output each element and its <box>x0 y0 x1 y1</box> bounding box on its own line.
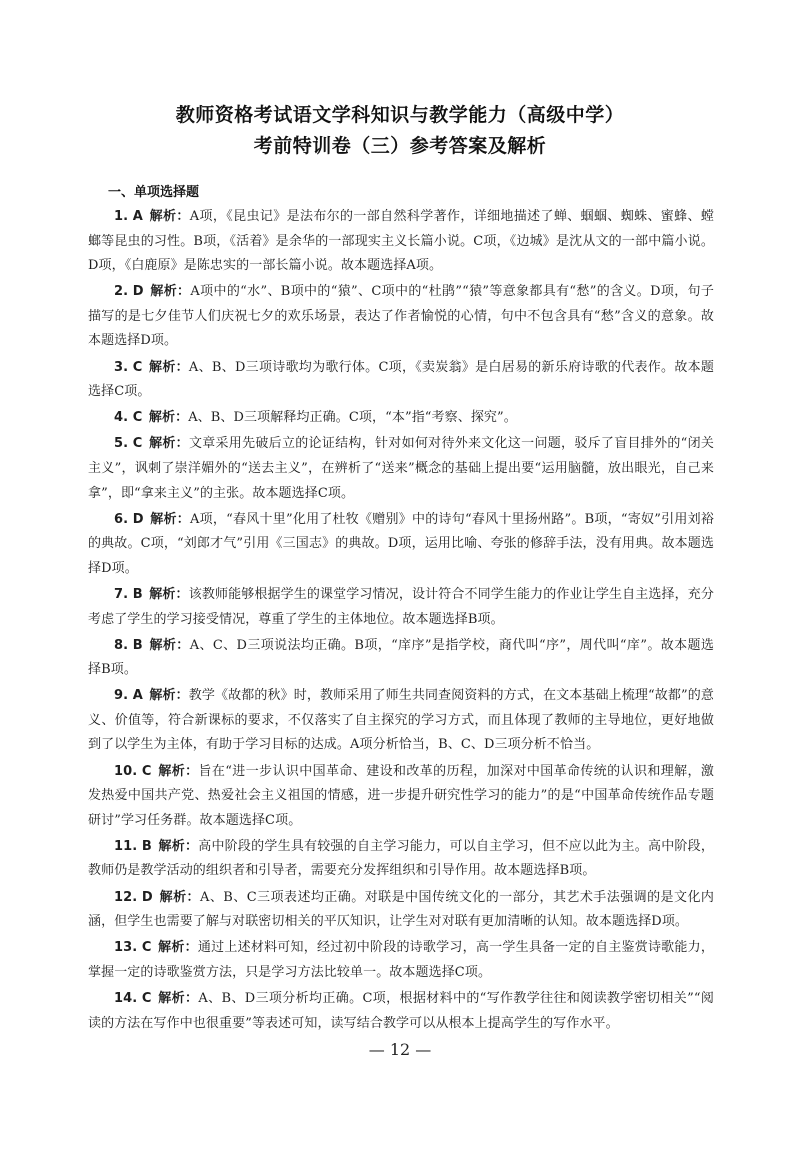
item-number: 2. <box>114 284 129 300</box>
item-answer: B <box>132 637 143 653</box>
page-title: 教师资格考试语文学科知识与教学能力（高级中学） <box>175 104 625 126</box>
item-answer: C <box>132 436 143 452</box>
answer-item <box>88 280 714 354</box>
item-answer: D <box>141 889 153 905</box>
analysis-label: 解析： <box>158 838 199 854</box>
analysis-label: 解析： <box>158 940 198 956</box>
section-heading: 一、单项选择题 <box>108 185 200 200</box>
item-explanation: A、B、D三项诗歌均为歌行体。C项，《卖炭翁》是白居易的新乐府诗歌的代表作。故本题选择C项。 <box>88 359 714 400</box>
answer-item <box>88 634 714 683</box>
analysis-label: 解析： <box>158 990 199 1006</box>
item-explanation: A、B、D三项解释均正确。C项，“本”指“考察、探究”。 <box>188 410 517 426</box>
item-answer: C <box>132 410 143 426</box>
item-answer: B <box>132 586 143 602</box>
answer-item <box>88 684 714 758</box>
item-answer: B <box>141 838 152 854</box>
analysis-label: 解析： <box>158 763 199 779</box>
analysis-label: 解析： <box>150 284 191 300</box>
item-number: 8. <box>114 637 129 653</box>
item-explanation: A、B、C三项表述均正确。对联是中国传统文化的一部分，其艺术手法强调的是文化内涵，但学生也需要了解与对联密切相关的平仄知识，让学生对对联有更加清晰的认知。故本题选择D项。 <box>88 889 714 930</box>
answer-list <box>88 205 714 1038</box>
item-explanation: 旨在“进一步认识中国革命、建设和改革的历程，加深对中国革命传统的认识和理解，激发热爱中国共产党、热爱社会主义祖国的情感，进一步提升研究性学习的能力”的是“中国革命传统作品专题研讨”学习任务群。故本题选择C项。 <box>88 763 715 828</box>
item-explanation: A、C、D三项说法均正确。B项，“庠序”是指学校，商代叫“序”，周代叫“庠”。故本题选择B项。 <box>88 637 714 678</box>
item-number: 3. <box>114 359 129 375</box>
analysis-label: 解析： <box>149 209 190 224</box>
answer-item <box>88 583 714 632</box>
answer-item <box>88 886 714 935</box>
page-subtitle: 考前特训卷（三）参考答案及解析 <box>253 135 547 157</box>
item-number: 5. <box>114 436 129 452</box>
analysis-label: 解析： <box>149 637 190 653</box>
item-explanation: A项中的“水”、B项中的“猿”、C项中的“杜鹃”“猿”等意象都具有“愁”的含义。D项，句子描写的是七夕佳节人们庆祝七夕的欢乐场景，表达了作者愉悦的心情，句中不包含具有“愁”含义的意象。故本题选择D项。 <box>88 284 714 349</box>
analysis-label: 解析： <box>159 889 200 905</box>
answer-item <box>88 936 714 985</box>
item-explanation: A、B、D三项分析均正确。C项，根据材料中的“写作教学往往和阅读教学密切相关”“阅读的方法在写作中也很重要”等表述可知，读写结合教学可以从根本上提高学生的写作水平。 <box>88 990 714 1031</box>
item-answer: C <box>141 940 152 956</box>
item-number: 11. <box>114 838 138 854</box>
answer-item <box>88 508 714 582</box>
answer-item <box>88 432 714 506</box>
answer-item <box>88 205 714 279</box>
answer-item <box>88 760 714 834</box>
item-explanation: 教学《故都的秋》时，教师采用了师生共同查阅资料的方式，在文本基础上梳理“故都”的意义、价值等，符合新课标的要求，不仅落实了自主探究的学习方式，而且体现了教师的主导地位，更好地做到了以学生为主体，有助于学习目标的达成。A项分析恰当，B、C、D三项分析不恰当。 <box>88 688 714 753</box>
analysis-label: 解析： <box>149 688 189 704</box>
item-explanation: A项，“春风十里”化用了杜牧《赠别》中的诗句“春风十里扬州路”。B项，“寄奴”引用刘裕的典故。C项，“刘郎才气”引用《三国志》的典故。D项，运用比喻、夸张的修辞手法，没有用典。故本题选择D项。 <box>88 511 714 576</box>
item-number: 14. <box>114 990 138 1006</box>
item-number: 6. <box>114 511 129 527</box>
analysis-label: 解析： <box>148 410 189 426</box>
item-explanation: 通过上述材料可知，经过初中阶段的诗歌学习，高一学生具备一定的自主鉴赏诗歌能力，掌握一定的诗歌鉴赏方法，只是学习方法比较单一。故本题选择C项。 <box>88 940 714 980</box>
item-explanation: A项，《昆虫记》是法布尔的一部自然科学著作，详细地描述了蝉、蝈蝈、蜘蛛、蜜蜂、螳螂等昆虫的习性。B项，《活着》是余华的一部现实主义长篇小说。C项，《边城》是沈从文的一部中篇小说。D项，《白鹿原》是陈忠实的一部长篇小说。故本题选择A项。 <box>88 209 715 274</box>
answer-item <box>88 406 714 431</box>
item-number: 9. <box>114 688 129 704</box>
item-explanation: 该教师能够根据学生的课堂学习情况，设计符合不同学生能力的作业让学生自主选择，充分考虑了学生的学习接受情况，尊重了学生的主体地位。故本题选择B项。 <box>88 586 714 627</box>
item-answer: C <box>141 990 152 1006</box>
analysis-label: 解析： <box>150 511 190 527</box>
item-number: 7. <box>114 586 129 602</box>
answer-item <box>88 987 714 1036</box>
item-answer: C <box>141 763 152 779</box>
item-number: 13. <box>114 940 138 956</box>
item-number: 4. <box>114 410 129 426</box>
item-number: 10. <box>114 763 138 779</box>
analysis-label: 解析： <box>148 359 189 375</box>
answer-item <box>88 356 714 405</box>
item-answer: A <box>132 209 143 224</box>
item-answer: D <box>132 284 144 300</box>
answer-item <box>88 835 714 884</box>
item-answer: A <box>132 688 143 704</box>
item-number: 1. <box>114 209 129 224</box>
page-number: — 12 — <box>368 1040 432 1059</box>
item-explanation: 文章采用先破后立的论证结构，针对如何对待外来文化这一问题，驳斥了盲目排外的“闭关主义”，讽刺了崇洋媚外的“送去主义”，在辨析了“送来”概念的基础上提出要“运用脑髓，放出眼光，自己来拿”，即“拿来主义”的主张。故本题选择C项。 <box>88 436 714 501</box>
item-explanation: 高中阶段的学生具有较强的自主学习能力，可以自主学习，但不应以此为主。高中阶段，教师仍是教学活动的组织者和引导者，需要充分发挥组织和引导作用。故本题选择B项。 <box>88 838 714 879</box>
analysis-label: 解析： <box>148 436 189 452</box>
item-answer: C <box>132 359 143 375</box>
item-number: 12. <box>114 889 138 905</box>
item-answer: D <box>132 511 144 527</box>
analysis-label: 解析： <box>149 586 189 602</box>
